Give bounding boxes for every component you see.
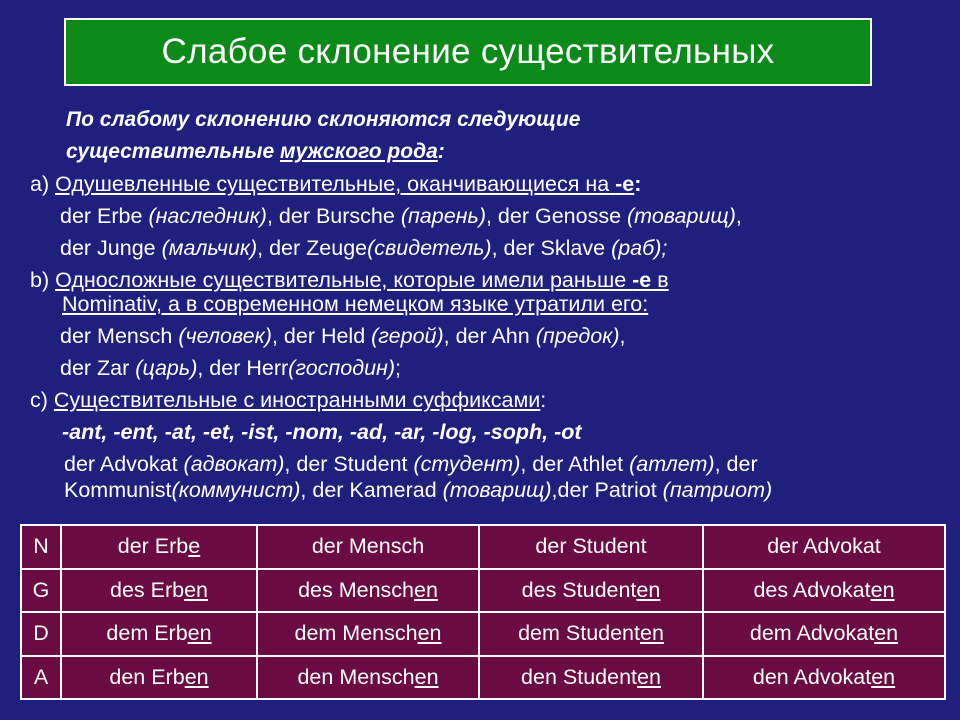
section-a-examples-1 (60, 204, 742, 229)
noun-ending: en (417, 621, 442, 646)
example-word: der Mensch (60, 324, 179, 348)
table-row (21, 525, 945, 569)
ending-highlight: -e (632, 268, 652, 292)
example-word: , der Herr (197, 356, 289, 380)
case-label: D (21, 612, 61, 656)
intro-line-2 (66, 140, 445, 164)
example-translation: (товарищ) (442, 478, 552, 502)
noun-ending: en (637, 664, 661, 689)
section-marker: c) (30, 388, 54, 412)
intro-text: По слабому склонению склоняются следующие (66, 108, 581, 131)
section-b-heading (30, 268, 669, 293)
noun-stem: der Advokat (767, 534, 881, 559)
intro-emphasis: мужского рода (280, 140, 438, 163)
section-a-examples-2 (60, 236, 667, 261)
section-heading-text: Существительные с иностранными суффиксами (53, 388, 541, 412)
example-translation: (атлет) (629, 452, 715, 476)
declension-table (20, 524, 946, 700)
table-cell (257, 525, 479, 569)
intro-text: : (437, 140, 445, 163)
table-cell (703, 525, 945, 569)
example-translation: (парень) (400, 204, 486, 228)
section-b-examples-1 (60, 324, 626, 349)
suffix-list: -ant, -ent, -at, -et, -ist, -nom, -ad, -ar, -log, -soph, -ot (62, 420, 582, 444)
noun-stem: dem Advokat (749, 621, 875, 646)
case-label: G (21, 569, 61, 613)
example-word: , der Athlet (520, 452, 630, 476)
table-cell (479, 656, 703, 700)
intro-text: существительные (66, 140, 280, 163)
noun-stem: des Student (521, 577, 637, 602)
table-cell (61, 612, 257, 656)
table-cell (703, 569, 945, 613)
table-cell (61, 569, 257, 613)
section-heading-text: : (540, 388, 547, 412)
section-b-examples-2 (60, 356, 401, 381)
example-translation: (студент) (413, 452, 521, 476)
section-heading-text: Односложные существительные, которые имели раньше (55, 268, 633, 292)
example-word: Kommunist (64, 478, 172, 502)
noun-ending: en (184, 664, 209, 689)
noun-ending: en (640, 621, 664, 646)
noun-ending: en (870, 577, 895, 602)
section-heading-text: : (634, 172, 642, 196)
example-translation: (раб); (611, 236, 668, 260)
example-word: der Zar (60, 356, 136, 380)
example-translation: (предок) (535, 324, 620, 348)
example-translation: (товарищ) (627, 204, 736, 228)
noun-stem: den Erb (109, 664, 185, 689)
example-word: ; (395, 356, 402, 380)
example-word: , (735, 204, 742, 228)
table-row (21, 656, 945, 700)
example-translation: (коммунист) (171, 478, 301, 502)
table-cell (257, 656, 479, 700)
example-word: , der Bursche (266, 204, 401, 228)
table-cell (703, 656, 945, 700)
noun-stem: den Advokat (752, 664, 872, 689)
example-translation: (человек) (178, 324, 272, 348)
noun-ending: en (874, 621, 899, 646)
noun-ending: en (414, 664, 439, 689)
section-marker: a) (30, 172, 56, 196)
noun-stem: des Erb (109, 577, 185, 602)
example-word: , der Genosse (485, 204, 628, 228)
table-cell (479, 525, 703, 569)
noun-stem: der Mensch (311, 534, 425, 559)
example-word: , der Zeuge (257, 236, 368, 260)
case-label: A (21, 656, 61, 700)
example-word: , der Held (271, 324, 372, 348)
example-word: , der Ahn (443, 324, 536, 348)
noun-stem: dem Erb (106, 621, 188, 646)
noun-stem: dem Mensch (294, 621, 418, 646)
example-word: , (619, 324, 626, 348)
table-cell (257, 569, 479, 613)
noun-stem: der Student (535, 534, 647, 559)
section-b-heading-cont (62, 292, 648, 317)
noun-ending: en (184, 577, 209, 602)
example-translation: (наследник) (148, 204, 267, 228)
section-heading-text: , а в современном немецком языке утратили его: (156, 292, 649, 316)
example-word: , der Student (284, 452, 414, 476)
section-a-heading (30, 172, 641, 197)
noun-stem: der Erb (117, 534, 189, 559)
example-translation: (герой) (371, 324, 444, 348)
section-c-heading (30, 388, 546, 413)
section-heading-text: в (651, 268, 669, 292)
noun-stem: den Mensch (297, 664, 415, 689)
example-word: der Advokat (64, 452, 184, 476)
table-cell (703, 612, 945, 656)
example-translation: (господин) (288, 356, 396, 380)
section-c-examples-1 (64, 452, 758, 477)
section-marker: b) (30, 268, 56, 292)
table-row (21, 569, 945, 613)
example-translation: (адвокат) (183, 452, 285, 476)
example-translation: (свидетель) (367, 236, 492, 260)
section-heading-text: Nominativ (62, 292, 156, 316)
example-word: der Erbe (60, 204, 149, 228)
noun-ending: en (636, 577, 661, 602)
ending-highlight: -e (615, 172, 635, 196)
table-cell (479, 569, 703, 613)
table-cell (479, 612, 703, 656)
noun-stem: des Mensch (298, 577, 414, 602)
example-translation: (мальчик) (161, 236, 258, 260)
table-cell (61, 656, 257, 700)
example-word: , der (714, 452, 758, 476)
example-translation: (царь) (135, 356, 198, 380)
noun-ending: en (187, 621, 212, 646)
noun-ending: en (871, 664, 896, 689)
table-row (21, 612, 945, 656)
section-heading-text: Одушевленные существительные, оканчивающиеся на (55, 172, 616, 196)
intro-line-1 (66, 108, 580, 132)
noun-stem: des Advokat (753, 577, 871, 602)
section-c-examples-2 (64, 478, 772, 503)
table-cell (257, 612, 479, 656)
example-word: , der Kamerad (300, 478, 443, 502)
noun-stem: dem Student (518, 621, 640, 646)
case-label: N (21, 525, 61, 569)
noun-ending: en (414, 577, 438, 602)
table-cell (61, 525, 257, 569)
noun-stem: den Student (521, 664, 638, 689)
page-title: Слабое склонение существительных (161, 32, 775, 71)
example-word: der Junge (60, 236, 162, 260)
example-translation: (патриот) (662, 478, 773, 502)
noun-ending: e (188, 534, 201, 559)
example-word: , der Sklave (491, 236, 612, 260)
example-word: ,der Patriot (551, 478, 663, 502)
